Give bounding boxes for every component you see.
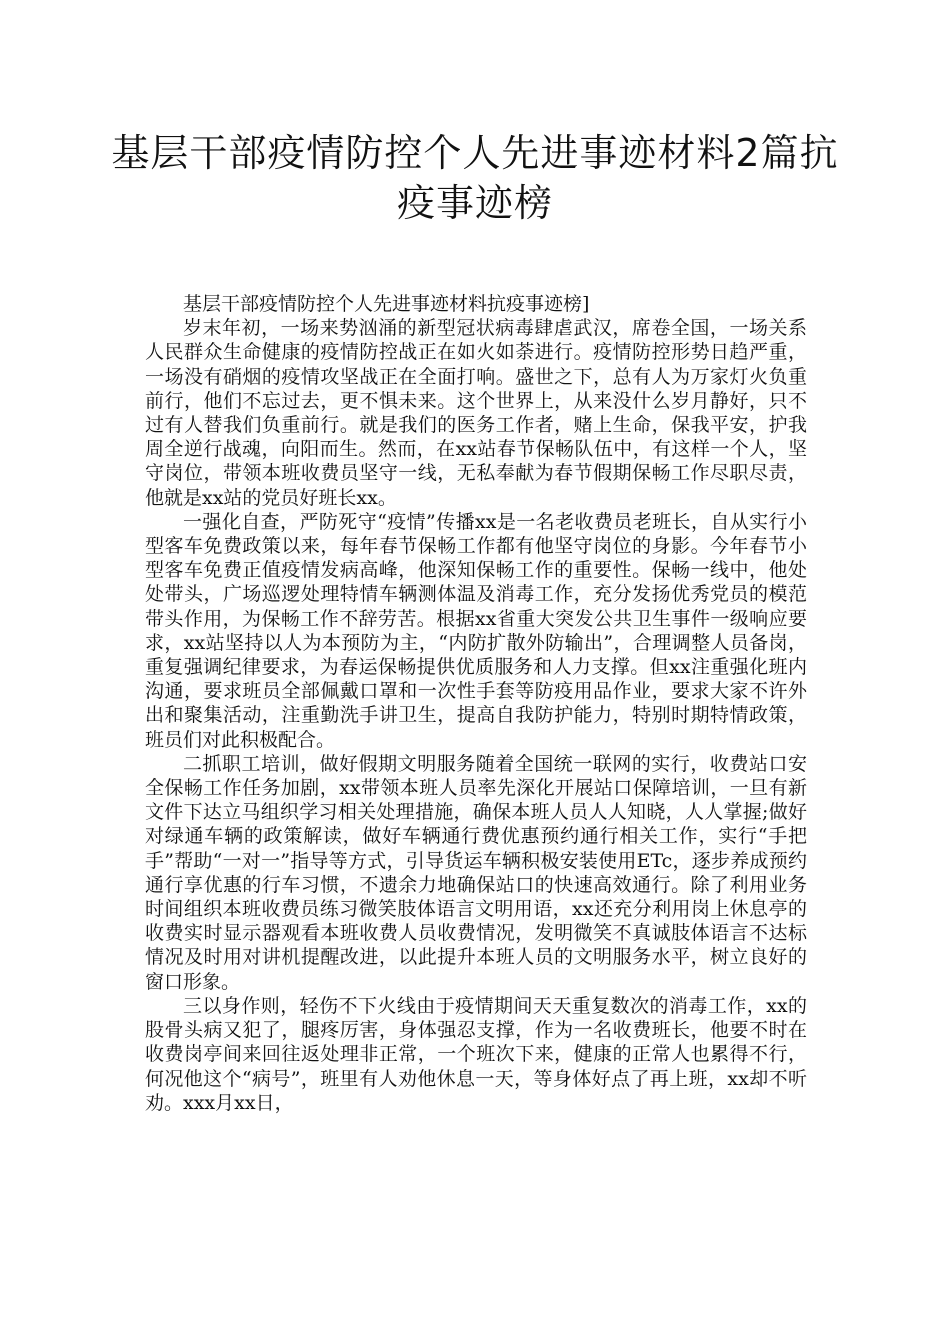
document-body bbox=[145, 292, 807, 1115]
paragraph-section-one: 一强化自查，严防死守“疫情”传播xx是一名老收费员老班长，自从实行小型客车免费政策以来，每年春节保畅工作都有他坚守岗位的身影。今年春节小型客车免费正值疫情发病高峰，他深知保畅工作的重要性。保畅一线中，他处处带头，广场巡逻处理特情车辆测体温及消毒工作，充分发扬优秀党员的模范带头作用，为保畅工作不辞劳苦。根据xx省重大突发公共卫生事件一级响应要求，xx站坚持以人为本预防为主，“内防扩散外防输出”，合理调整人员备岗，重复强调纪律要求，为春运保畅提供优质服务和人力支撑。但xx注重强化班内沟通，要求班员全部佩戴口罩和一次性手套等防疫用品作业，要求大家不许外出和聚集活动，注重勤洗手讲卫生，提高自我防护能力，特别时期特情政策，班员们对此积极配合。 bbox=[145, 510, 807, 751]
document-title: 基层干部疫情防控个人先进事迹材料2篇抗疫事迹榜 bbox=[111, 131, 839, 225]
paragraph-subtitle: 基层干部疫情防控个人先进事迹材料抗疫事迹榜] bbox=[183, 293, 590, 315]
paragraph-section-three: 三以身作则，轻伤不下火线由于疫情期间天天重复数次的消毒工作，xx的股骨头病又犯了，腿疼厉害，身体强忍支撑，作为一名收费班长，他要不时在收费岗亭间来回往返处理非正常，一个班次下来，健康的正常人也累得不行，何况他这个“病号”，班里有人劝他休息一天，等身体好点了再上班，xx却不听劝。xxx月xx日， bbox=[145, 994, 807, 1114]
paragraph-section-two: 二抓职工培训，做好假期文明服务随着全国统一联网的实行，收费站口安全保畅工作任务加剧，xx带领本班人员率先深化开展站口保障培训，一旦有新文件下达立马组织学习相关处理措施，确保本班人员人人知晓，人人掌握;做好对绿通车辆的政策解读，做好车辆通行费优惠预约通行相关工作，实行“手把手”帮助“一对一”指导等方式，引导货运车辆积极安装使用ETc，逐步养成预约通行享优惠的行车习惯，不遗余力地确保站口的快速高效通行。除了利用业务时间组织本班收费员练习微笑肢体语言文明用语，xx还充分利用岗上休息亭的收费实时显示器观看本班收费人员收费情况，发明微笑不真诚肢体语言不达标情况及时用对讲机提醒改进，以此提升本班人员的文明服务水平，树立良好的窗口形象。 bbox=[145, 752, 807, 993]
paragraph-intro: 岁末年初，一场来势汹涌的新型冠状病毒肆虐武汉，席卷全国，一场关系人民群众生命健康的疫情防控战正在如火如荼进行。疫情防控形势日趋严重，一场没有硝烟的疫情攻坚战正在全面打响。盛世之下，总有人为万家灯火负重前行，他们不忘过去，更不惧未来。这个世界上，从来没什么岁月静好，只不过有人替我们负重前行。就是我们的医务工作者，赌上生命，保我平安，护我周全逆行战魂，向阳而生。然而，在xx站春节保畅队伍中，有这样一个人，坚守岗位，带领本班收费员坚守一线，无私奉献为春节假期保畅工作尽职尽责，他就是xx站的党员好班长xx。 bbox=[145, 317, 807, 509]
